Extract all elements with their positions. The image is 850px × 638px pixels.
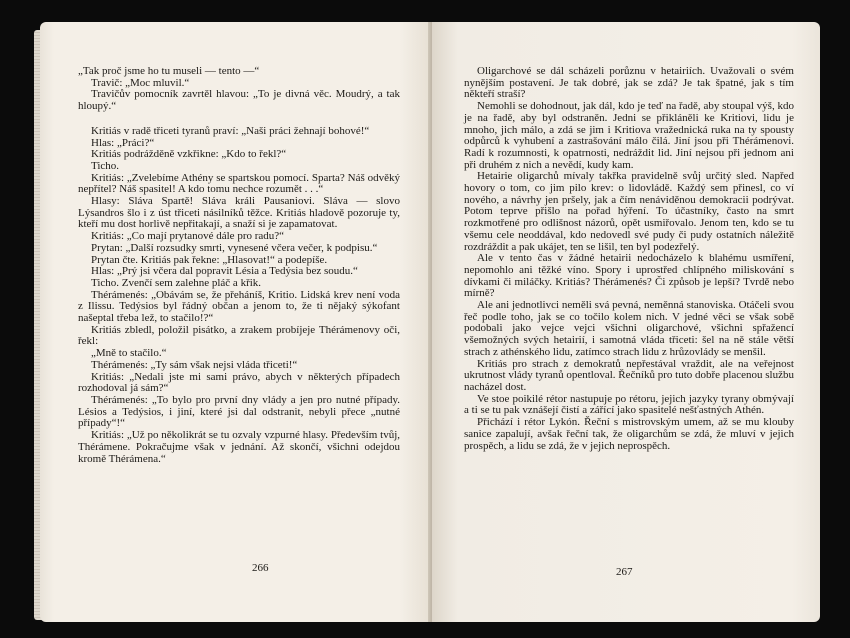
paragraph: Kritiás: „Zvelebíme Athény se spartskou pomocí. Sparta? Náš odvěký nepřítel? Náš spasitel! A kdo tomu nechce rozumět . . .“ [78, 171, 400, 196]
paragraph: Travič: „Moc mluvil.“ [91, 76, 190, 89]
paragraph: Hlas: „Práci?“ [91, 136, 155, 149]
paragraph: Ticho. Zvenčí sem zalehne pláč a křik. [91, 276, 262, 289]
paragraph: Přichází i rétor Lykón. Řeční s mistrovským umem, až se mu klouby sanice zapalují, avšak řeční tak, že oligarchům se zdá, že mluví v jejich prospěch, a lidu se zdá, že v jejich neprospěch. [464, 416, 794, 452]
open-book [40, 22, 820, 627]
paragraph: Hlasy: Sláva Spartě! Sláva králi Pausaniovi. Sláva — slovo Lýsandros šlo i z úst třiceti násilníků těžce. Kritiás hladově pozoruje ty, kteří mu dost horlivě nepřitakají, a snaží si je zapamatovat. [78, 195, 400, 231]
right-page-text [464, 66, 794, 452]
paragraph: Thérámenés: „Obávám se, že přeháníš, Kritio. Lidská krev není voda z Ilissu. Tedýsios byl řádný občan a jenom to, že ti nějaký sýkofant našeptal třeba lež, to stačilo!?“ [78, 288, 400, 325]
paragraph: Kritiás: „Už po několikrát se tu ozvaly vzpurné hlasy. Především tvůj, Thérámene. Pokračujme však v jednání. Až skončí, všichni odejdou kromě Thérámena.“ [78, 429, 400, 465]
right-page [432, 22, 820, 622]
paragraph: Ale v tento čas v žádné hetairii nedocházelo k blahému usmíření, nepomohlo ani těžké víno. Spory i uprostřed chlípného miliskování s dívkami či miláčky. Kritiás? Thérámenés? Či způsob je lepší? Tvrdě nebo mírně? [464, 252, 794, 300]
paragraph: Hetairie oligarchů mívaly takřka pravidelně svůj určitý sled. Napřed hovory o tom, co jim pilo krev: o lidovládě. Každý sem přinesl, co ví nového, a návrhy jen pršely, jak a čím nenáviděnou demokracii podrývat. Potom teprve přišlo na pořad hýření. To účastníky, často na smrt rozkmotřené pro odlišnost názorů, opět usmiřovalo. Jenom ten, kdo se tu všemu cele neoddával, kdo nedovedl své pudy či pudy ostatních náležitě rozdráždit a pak ukájet, ten se lišil, ten byl podezřelý. [464, 170, 794, 253]
paragraph: Kritiás: „Nedali jste mi sami právo, abych v některých případech rozhodoval já sám?“ [78, 370, 400, 395]
paragraph: Kritiás zbledl, položil pisátko, a zrakem probíjeje Thérámenovy oči, řekl: [78, 323, 400, 348]
paragraph: Prytan: „Další rozsudky smrti, vynesené včera večer, k podpisu.“ [91, 241, 378, 254]
page-number-left: 266 [252, 562, 269, 574]
paragraph: Thérámenés: „To bylo pro první dny vlády a jen pro nutné případy. Lésios a Tedýsios, i jiní, které jsi dal odstranit, nebyli přece „nutné případy“!“ [78, 393, 400, 430]
paragraph: „Mně to stačilo.“ [91, 347, 167, 360]
page-number-right: 267 [616, 566, 633, 578]
paragraph: Kritiás podrážděně vzkřikne: „Kdo to řekl?“ [91, 148, 287, 161]
paragraph: Ve stoe poikilé rétor nastupuje po rétoru, jejich jazyky tyrany obmývají a ti se tu pak vznášejí čistí a zářící jako spasitelé nešťastných Athén. [464, 392, 794, 417]
paragraph: Prytan čte. Kritiás pak řekne: „Hlasovat!“ a podepíše. [91, 253, 328, 266]
paragraph: Travičův pomocník zavrtěl hlavou: „To je divná věc. Moudrý, a tak hloupý.“ [78, 88, 400, 113]
paragraph: Thérámenés: „Ty sám však nejsi vláda třiceti!“ [91, 358, 298, 371]
paragraph: Kritiás v radě třiceti tyranů praví: „Naši práci žehnají bohové!“ [91, 124, 370, 137]
paragraph: Ale ani jednotlivci neměli svá pevná, neměnná stanoviska. Otáčeli svou řeč podle toho, jak se co točilo kolem nich. V jedné věci se však sobě podobali jako vejce vejci všichni oligarchové, všichni spřažencí všemožných svých hetairií, i samotná vláda třiceti: šel na ně stále větší strach z athénského lidu, zatímco strach lidu z hrůzovlády se menšil. [464, 299, 794, 358]
paragraph: Kritiás: „Co mají prytanové dále pro radu?“ [91, 230, 285, 243]
paragraph: Hlas: „Prý jsi včera dal popravit Lésia a Tedýsia bez soudu.“ [91, 265, 358, 278]
left-page-text [78, 66, 400, 465]
paragraph: Oligarchové se dál scházeli porůznu v hetairiích. Uvažovali o svém nynějším postavení. Je tak dobré, jak se zdá? Je tak špatné, jak s tím někteří straší? [464, 65, 794, 101]
paragraph: Kritiás pro strach z demokratů nepřestával vraždit, ale na veřejnost ukrutnost vlády tyranů opentloval. Řečníků pro tuto dobře placenou službu nacházel dost. [464, 357, 794, 393]
left-page [40, 22, 432, 622]
paragraph: Nemohli se dohodnout, jak dál, kdo je teď na řadě, aby stoupal výš, kdo je na řadě, aby byl odstraněn. Jedni se přikláněli ke Kritiovi, lidu je mnoho, jich málo, a zdá se jim i Kritiova vražednická ruka na ty spousty odpůrců k vyhubení a zastrašování málo čilá. Jiní jsou při Thérámenovi. Radí k rozumnosti, k opatrnosti, nedráždit lid. Jiní nejsou při jednom ani při druhém z nich a nevědí, kudy kam. [464, 100, 794, 171]
paragraph: Ticho. [91, 159, 120, 172]
paragraph: „Tak proč jsme ho tu museli — tento —“ [78, 65, 260, 77]
